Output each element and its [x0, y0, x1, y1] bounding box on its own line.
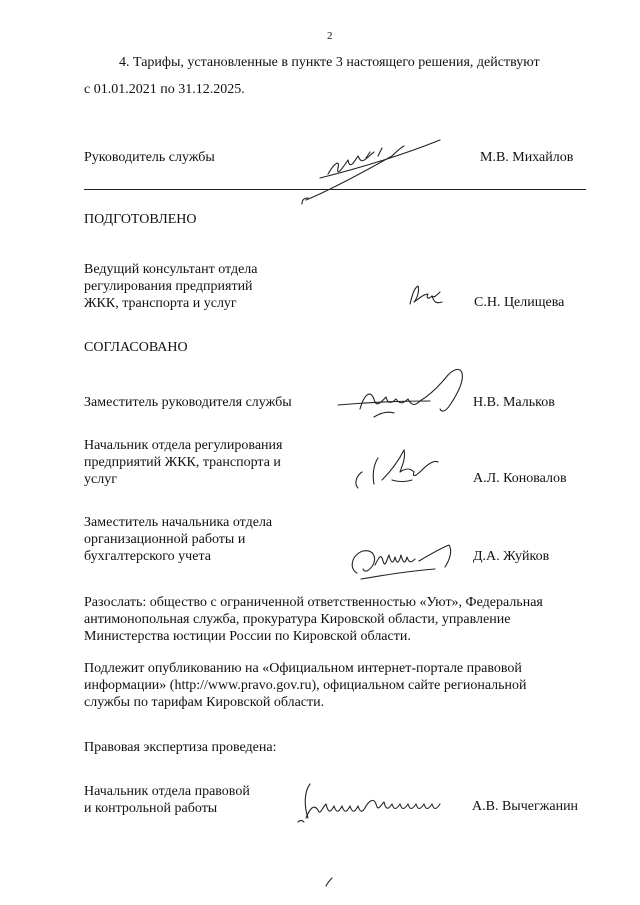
- legal-review-line: Начальник отдела правовой: [84, 784, 250, 799]
- legal-review-heading: Правовая экспертиза проведена:: [84, 740, 277, 755]
- prepared-position: [84, 261, 258, 312]
- agreed-signer-1-signature: [330, 365, 480, 430]
- prepared-line: регулирования предприятий: [84, 279, 253, 294]
- prepared-line: Ведущий консультант отдела: [84, 262, 258, 277]
- prepared-name: С.Н. Целищева: [474, 295, 565, 310]
- legal-review-line: и контрольной работы: [84, 801, 218, 816]
- agreed-signer-3-line: организационной работы и: [84, 532, 246, 547]
- publication-line: службы по тарифам Кировской области.: [84, 695, 325, 710]
- agreed-signer-2-name: А.Л. Коновалов: [473, 471, 567, 486]
- head-of-service-signature: [300, 138, 450, 213]
- legal-review-position: [84, 783, 250, 817]
- prepared-heading: ПОДГОТОВЛЕНО: [84, 212, 197, 227]
- agreed-signer-2-signature: [352, 444, 452, 505]
- prepared-line: ЖКК, транспорта и услуг: [84, 296, 237, 311]
- distribution-paragraph: [84, 594, 586, 645]
- legal-review-signature: [296, 778, 466, 833]
- agreed-signer-2-line: услуг: [84, 472, 117, 487]
- distribution-line: антимонопольная служба, прокуратура Кировской области, управление: [84, 612, 511, 627]
- agreed-signer-3-name: Д.А. Жуйков: [473, 549, 550, 564]
- clause4-line2: с 01.01.2021 по 31.12.2025.: [84, 82, 245, 97]
- prepared-signature: [406, 282, 446, 313]
- clause4-line1: 4. Тарифы, установленные в пункте 3 настоящего решения, действуют: [119, 55, 540, 70]
- distribution-line: Министерства юстиции России по Кировской области.: [84, 629, 411, 644]
- stray-pen-mark: [322, 872, 342, 897]
- agreed-signer-3-signature: [345, 535, 465, 590]
- agreed-signer-3-position: [84, 514, 272, 565]
- head-of-service-name: М.В. Михайлов: [480, 150, 574, 165]
- publication-paragraph: [84, 660, 586, 711]
- agreed-signer-2-line: предприятий ЖКК, транспорта и: [84, 455, 281, 470]
- agreed-signer-2-position: [84, 437, 282, 488]
- agreed-heading: СОГЛАСОВАНО: [84, 340, 188, 355]
- legal-review-name: А.В. Вычегжанин: [472, 799, 579, 814]
- agreed-signer-2-line: Начальник отдела регулирования: [84, 438, 283, 453]
- head-of-service-title: Руководитель службы: [84, 150, 215, 165]
- distribution-line: Разослать: общество с ограниченной ответственностью «Уют», Федеральная: [84, 595, 543, 610]
- agreed-signer-3-line: бухгалтерского учета: [84, 549, 211, 564]
- publication-line: Подлежит опубликованию на «Официальном интернет-портале правовой: [84, 661, 522, 676]
- agreed-signer-3-line: Заместитель начальника отдела: [84, 515, 273, 530]
- page-number: 2: [327, 30, 333, 42]
- agreed-signer-1-position: Заместитель руководителя службы: [84, 395, 292, 410]
- publication-line: информации» (http://www.pravo.gov.ru), официальном сайте региональной: [84, 678, 527, 693]
- agreed-signer-1-name: Н.В. Мальков: [473, 395, 555, 410]
